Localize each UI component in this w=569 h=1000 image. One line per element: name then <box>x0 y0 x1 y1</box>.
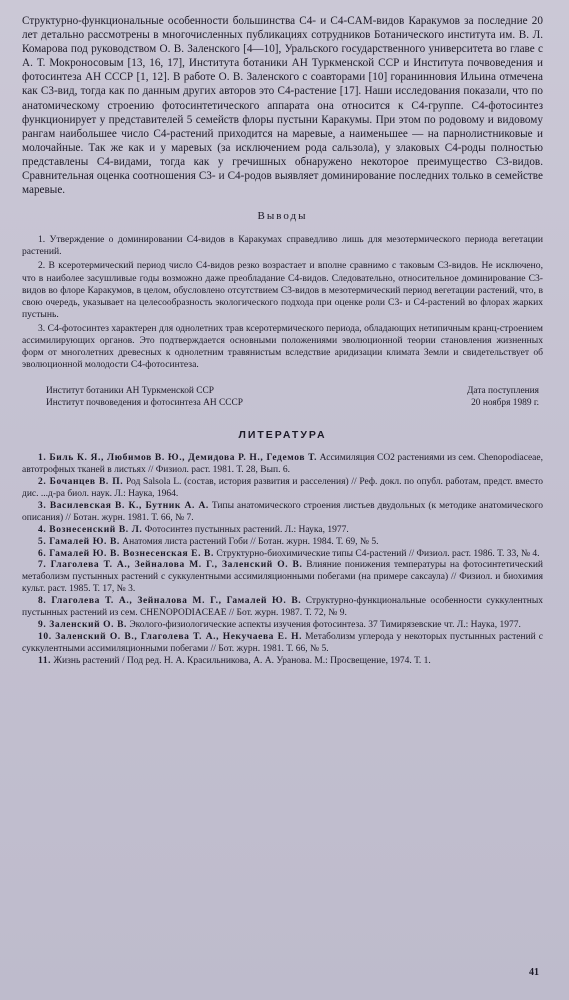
reference-item <box>22 501 543 525</box>
reference-authors: 7. Глаголева Т. А., Зейналова М. Г., Заленский О. В. <box>38 560 303 571</box>
reference-authors: 11. <box>38 655 52 666</box>
reference-item <box>22 656 543 668</box>
intro-paragraph: Структурно-функциональные особенности большинства C4- и C4-CAM-видов Каракумов за последние 20 лет детально рассмотрены в многочисленных публикациях сотрудников Ботанического института им. В. Л. Комарова под руководством О. В. Заленского [4—10], Уральского государственного университета во главе с А. Т. Мокроносовым [13, 16, 17], Института ботаники АН Туркменской ССР и Института почвоведения и фотосинтеза АН СССР [1, 12]. В работе О. В. Заленского с соавторами [10] горанинновия Ильина отмечена как C3-вид, тогда как по данным других авторов это C4-растение [17]. Наши исследования показали, что по анатомическому строению фотосинтетического аппарата она относится к C4-группе. C4-фотосинтез функционирует у представителей 5 семейств флоры пустыни Каракумы. При этом по родовому и видовому рангам наибольшее число C4-растений приходится на маревые, а наименьшее — на парнолистниковые и молочайные. Так же как и у маревых (за исключением рода сальзола), у злаковых C4-роды полностью представлены C4-видами, тогда как у гречишных обнаружено некоторое преимущество C3-видов. Сравнительная оценка соотношения C3- и C4-родов выявляет доминирование последних только в семействе маревые. <box>22 15 543 197</box>
reference-authors: 1. Биль К. Я., Любимов В. Ю., Демидова Р. Н., Гедемов Т. <box>38 453 318 464</box>
reference-text: Структурно-биохимические типы C4-растений // Физиол. раст. 1986. Т. 33, № 4. <box>213 548 540 559</box>
page-number: 41 <box>529 967 539 978</box>
conclusion-item: 2. В ксеротермический период число C4-видов резко возрастает и вполне сравнимо с таковым C3-видов. Не исключено, что в наиболее засушливые годы возможно даже преобладание C4-видов. Следовательно, относительное доминирование C3-видов во флоре Каракумов, в целом, обусловлено отсутствием C3-видов в мезотермический период вегетации растений, что, в свою очередь, указывает на целесообразность экологического подхода при оценке роли C3- и C4-растений во флорах жарких пустынь. <box>22 260 543 320</box>
reference-item <box>22 632 543 656</box>
reference-item <box>22 453 543 477</box>
reference-text: Фотосинтез пустынных растений. Л.: Наука, 1977. <box>142 524 349 535</box>
conclusions-list <box>22 234 543 371</box>
reference-text: Влияние понижения температуры на фотосинтетический метаболизм пустынных растений с суккулентными ассимиляционными побегами (на примере саксаула) // Физиол. и биохимия культ. раст. 1985. Т. 17, № 3. <box>22 560 543 595</box>
reference-text: Анатомия листа растений Гоби // Ботан. журн. 1984. Т. 69, № 5. <box>119 536 379 547</box>
conclusions-heading: Выводы <box>257 210 308 223</box>
received-date: 20 ноября 1989 г. <box>471 398 539 409</box>
reference-text: Эколого-физиологические аспекты изучения фотосинтеза. 37 Тимирязевские чт. Л.: Наука, 1977. <box>127 619 521 630</box>
reference-text: Род Salsola L. (состав, история развития и расселения) // Реф. докл. по опубл. работам, предст. вместо дис. ...д-ра биол. наук. Л.: Наука, 1964. <box>22 477 543 499</box>
reference-authors: 5. Гамалей Ю. В. <box>38 536 120 547</box>
institute-name: Институт почвоведения и фотосинтеза АН СССР <box>46 398 243 409</box>
reference-text: Типы анатомического строения листьев двудольных (к методике анатомического описания) // Ботан. журн. 1981. Т. 66, № 7. <box>22 500 543 523</box>
reference-text: Структурно-функциональные особенности суккулентных пустынных растений из сем. CHENOPODIACEAE // Бот. журн. 1987. Т. 72, № 9. <box>22 596 543 619</box>
reference-item <box>22 537 543 549</box>
conclusion-item: 3. C4-фотосинтез характерен для однолетних трав ксеротермического периода, обладающих нетипичным кранц-строением ассимилирующих органов. Это подтверждается основными положениями эволюционной теории становления жизненных форм от многолетних древесных к однолетним травянистым вследствие аридизации климата Земли и свидетельствует об эволюционной молодости C4-фотосинтеза. <box>22 322 543 371</box>
reference-authors: 3. Василевская В. К., Бутник А. А. <box>38 500 209 511</box>
reference-item <box>22 596 543 620</box>
reference-authors: 2. Бочанцев В. П. <box>38 477 124 488</box>
reference-item <box>22 477 543 501</box>
conclusion-item: 1. Утверждение о доминировании C4-видов в Каракумах справедливо лишь для мезотермического периода вегетации растений. <box>22 234 543 258</box>
reference-list <box>22 453 543 667</box>
reference-authors: 6. Гамалей Ю. В. Вознесенская Е. В. <box>38 548 214 559</box>
reference-item <box>22 549 543 561</box>
reference-item <box>22 560 543 596</box>
literature-heading: ЛИТЕРАТУРА <box>238 429 327 442</box>
reference-item <box>22 525 543 537</box>
reference-item <box>22 620 543 632</box>
reference-authors: 4. Вознесенский В. Л. <box>38 524 143 535</box>
signature-block <box>22 385 543 409</box>
reference-authors: 8. Глаголева Т. А., Зейналова М. Г., Гамалей Ю. В. <box>38 596 302 607</box>
received-label: Дата поступления <box>467 386 539 397</box>
reference-text: Жизнь растений / Под ред. Н. А. Красильникова, А. А. Уранова. М.: Просвещение, 1974. Т. 1. <box>51 655 431 666</box>
reference-authors: 10. Заленский О. В., Глаголева Т. А., Некучаева Е. Н. <box>38 631 303 642</box>
institute-name: Институт ботаники АН Туркменской ССР <box>46 386 215 397</box>
reference-text: Ассимиляция CO2 растениями из сем. Chenopodiaceae, автотрофных тканей в листьях // Физиол. раст. 1981. Т. 28, Вып. 6. <box>22 453 543 476</box>
reference-authors: 9. Заленский О. В. <box>38 619 128 630</box>
reference-text: Метаболизм углерода у некоторых пустынных растений с суккулентными ассимиляционными побегами // Бот. журн. 1981. Т. 66, № 5. <box>22 631 543 654</box>
